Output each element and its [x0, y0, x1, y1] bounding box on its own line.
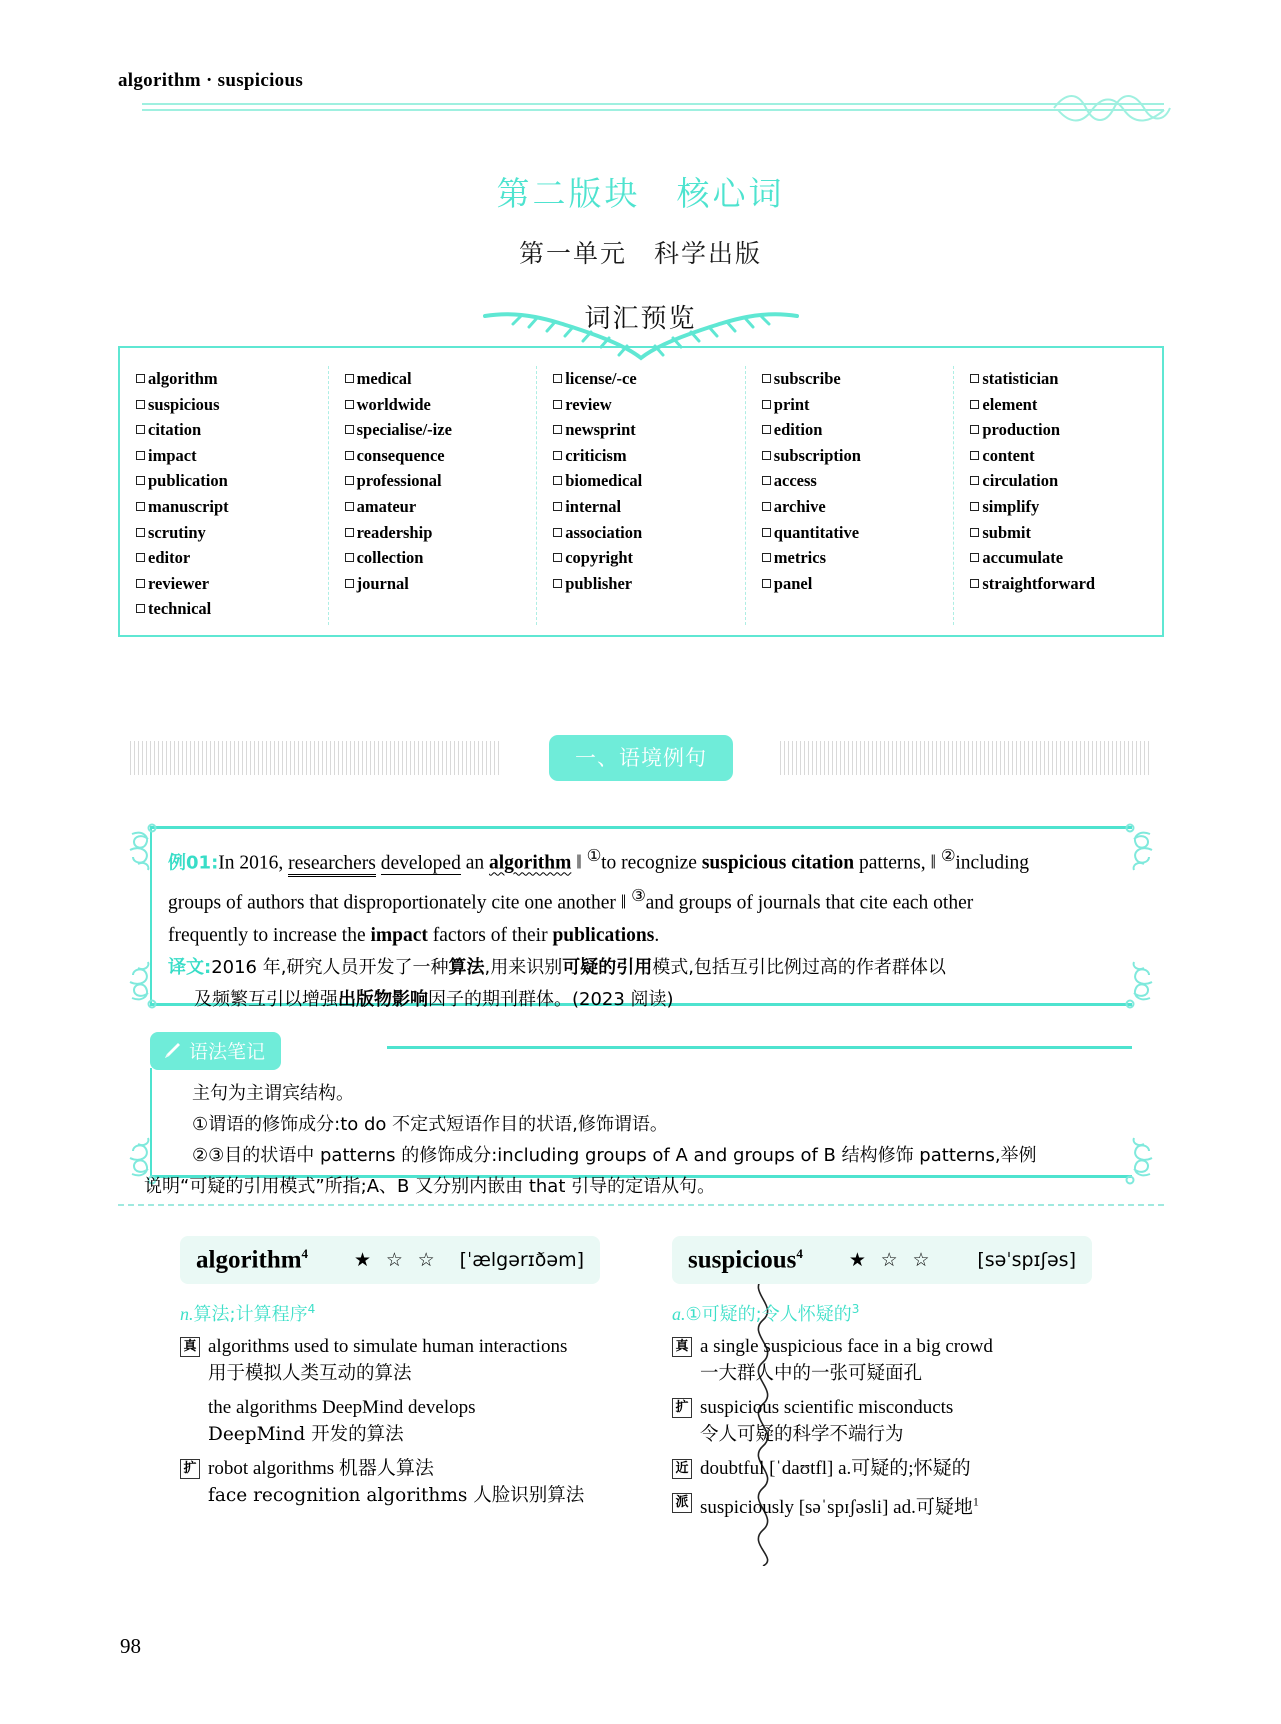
vocabulary-item-label: journal [356, 573, 409, 593]
checkbox-icon[interactable] [345, 425, 354, 434]
example-bar-1: ‖ [571, 852, 587, 874]
example-keyword-publications: publications [552, 925, 655, 946]
entry-example-text [208, 1333, 600, 1387]
dictionary-entries [118, 1236, 1164, 1596]
checkbox-icon[interactable] [553, 502, 562, 511]
translation-line2-c: 因子的期刊群体。(2023 阅读) [428, 989, 674, 1010]
example-text-an: an [465, 852, 489, 874]
entry-badge-icon: 真 [180, 1337, 200, 1357]
vocabulary-item-label: statistician [982, 369, 1059, 388]
entry-badge-icon: 真 [672, 1337, 692, 1357]
vocabulary-item[interactable] [136, 417, 328, 443]
entry-badge-placeholder [180, 1398, 200, 1418]
translation-keyword-keyi: 可疑的引用 [562, 957, 653, 978]
example-text-1: In 2016, [218, 852, 289, 874]
section-banner [130, 735, 1152, 781]
banner-hatch-left [130, 741, 502, 775]
vocabulary-item-label: specialise/-ize [356, 420, 452, 440]
vocabulary-column [746, 366, 955, 625]
vocabulary-item-label: algorithm [148, 369, 218, 388]
vocabulary-item[interactable] [136, 366, 328, 392]
checkbox-icon[interactable] [762, 425, 771, 434]
vocabulary-item[interactable] [553, 545, 745, 571]
checkbox-icon[interactable] [345, 476, 354, 485]
vocabulary-item[interactable] [553, 366, 745, 392]
entry-badge-icon: 近 [672, 1459, 692, 1479]
vocabulary-item-label: content [982, 445, 1035, 465]
entry-example-level: 1 [972, 1495, 979, 1509]
vocabulary-preview-box [118, 346, 1164, 637]
checkbox-icon[interactable] [553, 451, 562, 460]
vocabulary-item-label: biomedical [565, 471, 643, 491]
grammar-notes-box [122, 1032, 1160, 1197]
checkbox-icon[interactable] [762, 451, 771, 460]
entry-example-cn: DeepMind 开发的算法 [208, 1424, 404, 1445]
entry-pos-abbrev: a. [672, 1304, 686, 1324]
vocabulary-item-label: impact [148, 445, 197, 465]
example-marker-1: ① [586, 847, 602, 865]
translation-keyword-suanfa: 算法 [448, 957, 485, 978]
example-text-4: including [955, 852, 1030, 874]
checkbox-icon[interactable] [345, 528, 354, 537]
entry-example-row [180, 1394, 600, 1448]
checkbox-icon[interactable] [762, 528, 771, 537]
vocabulary-item[interactable] [345, 520, 537, 546]
entry-definition-text: ①可疑的;令人怀疑的 [685, 1304, 852, 1325]
vocabulary-item[interactable] [762, 494, 954, 520]
entry-phonetic: [səˈspɪʃəs] [977, 1249, 1076, 1271]
checkbox-icon[interactable] [762, 374, 771, 383]
entry-example-cn: 用于模拟人类互动的算法 [208, 1363, 412, 1384]
checkbox-icon[interactable] [970, 451, 979, 460]
entry-example-row [672, 1455, 1092, 1482]
vocabulary-column [120, 366, 329, 625]
vocabulary-item[interactable] [970, 417, 1162, 443]
entry-badge-icon: 派 [672, 1493, 692, 1513]
checkbox-icon[interactable] [136, 579, 145, 588]
vocabulary-item-label: medical [356, 369, 412, 388]
grammar-line-0: 主句为主谓宾结构。 [192, 1083, 354, 1104]
entry-example-text [700, 1394, 1092, 1448]
vocabulary-item-label: criticism [565, 445, 627, 465]
vocabulary-item-label: collection [356, 548, 424, 568]
vocabulary-item[interactable] [553, 443, 745, 469]
vocabulary-item[interactable] [345, 571, 537, 597]
header-rule-line-bottom [142, 109, 1164, 111]
vocabulary-item-label: circulation [982, 471, 1059, 491]
translation-line2-a: 及频繁互引以增强 [194, 989, 338, 1010]
vocabulary-item[interactable] [136, 392, 328, 418]
checkbox-icon[interactable] [970, 374, 979, 383]
vocabulary-item-label: copyright [565, 548, 634, 568]
checkbox-icon[interactable] [970, 425, 979, 434]
example-text-2: to recognize [601, 852, 702, 874]
vocabulary-item-label: accumulate [982, 548, 1064, 568]
checkbox-icon[interactable] [345, 400, 354, 409]
vocabulary-item[interactable] [136, 468, 328, 494]
vocabulary-column [329, 366, 538, 625]
checkbox-icon[interactable] [762, 502, 771, 511]
translation-tag: 译文 [168, 957, 204, 978]
vocabulary-item[interactable] [762, 417, 954, 443]
vocabulary-item-label: archive [773, 496, 826, 516]
entry-example-en: the algorithms DeepMind develops [208, 1397, 476, 1418]
vocabulary-item-label: worldwide [356, 394, 431, 414]
checkbox-icon[interactable] [970, 528, 979, 537]
entry-example-row [672, 1394, 1092, 1448]
vocabulary-item[interactable] [345, 366, 537, 392]
vocabulary-item-label: amateur [356, 496, 417, 516]
checkbox-icon[interactable] [136, 400, 145, 409]
entry-algorithm [180, 1236, 600, 1509]
entry-example-en: algorithms used to simulate human interactions [208, 1336, 568, 1357]
running-head: algorithm · suspicious [118, 70, 304, 91]
entry-example-text [700, 1455, 1092, 1482]
vocabulary-item[interactable] [136, 494, 328, 520]
example-underline-developed: developed [380, 852, 461, 874]
entry-example-en: doubtful [ˈdaʊtfl] a.可疑的;怀疑的 [700, 1458, 971, 1479]
vocabulary-item-label: scrutiny [148, 522, 206, 542]
grammar-line-1: ①谓语的修饰成分:to do 不定式短语作目的状语,修饰谓语。 [192, 1114, 668, 1135]
vocabulary-item[interactable] [345, 494, 537, 520]
example-text-3: patterns, [854, 852, 931, 874]
example-line-2 [168, 880, 1150, 920]
vocabulary-item-label: editor [148, 548, 191, 568]
checkbox-icon[interactable] [553, 425, 562, 434]
translation-text-a: 2016 年,研究人员开发了一种 [211, 957, 449, 978]
vocabulary-item[interactable] [136, 571, 328, 597]
checkbox-icon[interactable] [553, 400, 562, 409]
entry-badge-icon: 扩 [672, 1398, 692, 1418]
entry-word-level: 4 [796, 1245, 803, 1261]
vocabulary-item[interactable] [970, 366, 1162, 392]
vocabulary-item[interactable] [345, 545, 537, 571]
checkbox-icon[interactable] [762, 553, 771, 562]
vocabulary-item[interactable] [136, 545, 328, 571]
grammar-line-2: ②③目的状语中 patterns 的修饰成分:including groups of A and groups of B 结构修饰 patterns,举例 [192, 1145, 1037, 1166]
header-rule-line-top [142, 103, 1164, 105]
vocabulary-item-label: association [565, 522, 643, 542]
entry-example-text [208, 1455, 600, 1509]
banner-label: 一、语境例句 [549, 735, 733, 781]
translation-keyword-chubanwu: 出版物影响 [338, 989, 428, 1010]
vocabulary-item-label: professional [356, 471, 442, 491]
banner-hatch-right [780, 741, 1152, 775]
vocabulary-item-label: publisher [565, 573, 633, 593]
entry-definition-text: 算法;计算程序 [193, 1304, 308, 1325]
example-line2-a: groups of authors that disproportionately cite one another [168, 892, 621, 913]
example-marker-2: ② [940, 847, 956, 865]
checkbox-icon[interactable] [136, 553, 145, 562]
vocabulary-item-label: subscription [773, 445, 861, 465]
entry-example-row [180, 1333, 600, 1387]
entry-example-text [700, 1333, 1092, 1387]
vocabulary-item[interactable] [553, 392, 745, 418]
vocabulary-item-label: edition [773, 420, 823, 440]
vocabulary-item-label: access [773, 471, 817, 491]
vocabulary-item[interactable] [762, 392, 954, 418]
example-bar-2: ‖ [930, 852, 941, 874]
section-title: 第二版块 核心词 [496, 174, 785, 213]
checkbox-icon[interactable] [345, 502, 354, 511]
vocabulary-item-label: review [565, 394, 612, 414]
checkbox-icon[interactable] [345, 553, 354, 562]
entry-definition-level: 4 [307, 1302, 316, 1316]
checkbox-icon[interactable] [136, 502, 145, 511]
vocabulary-item[interactable] [762, 520, 954, 546]
vocabulary-item-label: internal [565, 496, 622, 516]
vocabulary-column [537, 366, 746, 625]
grammar-top-rule [387, 1046, 1132, 1049]
entry-header [672, 1236, 1092, 1284]
entry-word-level: 4 [301, 1245, 309, 1261]
vocabulary-item[interactable] [970, 494, 1162, 520]
example-line-1 [168, 840, 1150, 880]
vocabulary-item[interactable] [345, 443, 537, 469]
entry-example-en: suspicious scientific misconducts [700, 1397, 954, 1418]
vocabulary-item[interactable] [345, 392, 537, 418]
entry-example-en: suspiciously [səˈspɪʃəsli] ad.可疑地$^1$ [700, 1495, 979, 1519]
vocabulary-item-label: manuscript [148, 496, 229, 516]
vocabulary-item-label: straightforward [982, 573, 1096, 593]
vocabulary-item-label: print [773, 394, 810, 414]
corner-ornament-bottom-left-icon [122, 960, 166, 1012]
vocabulary-item[interactable] [762, 468, 954, 494]
vocabulary-item-label: submit [982, 522, 1031, 542]
vocabulary-item[interactable] [553, 494, 745, 520]
vocabulary-item[interactable] [762, 545, 954, 571]
vocabulary-item[interactable] [970, 545, 1162, 571]
vocabulary-item-label: production [982, 420, 1061, 440]
grammar-pill-label: 语法笔记 [189, 1041, 266, 1063]
checkbox-icon[interactable] [345, 451, 354, 460]
checkbox-icon[interactable] [762, 476, 771, 485]
vocabulary-item-label: newsprint [565, 420, 636, 440]
translation-text-e: 模式,包括互引比例过高的作者群体以 [652, 957, 946, 978]
vocabulary-item[interactable] [553, 468, 745, 494]
entry-example-row [180, 1455, 600, 1509]
page-number: 98 [120, 1634, 141, 1658]
section-divider [118, 1204, 1164, 1206]
example-line-3 [168, 919, 1150, 952]
entry-example-text [700, 1489, 1092, 1521]
translation-colon: : [204, 957, 212, 978]
checkbox-icon[interactable] [970, 553, 979, 562]
entry-star-rating: ★ ☆ ☆ [354, 1249, 440, 1271]
vocabulary-item-label: simplify [982, 496, 1040, 516]
translation-line-2 [168, 984, 1150, 1016]
header-flourish-icon [1052, 90, 1172, 126]
entry-example-cn: 一大群人中的一张可疑面孔 [700, 1363, 923, 1384]
preview-title: 词汇预览 [584, 304, 697, 334]
entry-example-row [672, 1333, 1092, 1387]
example-tag-colon: : [211, 852, 219, 874]
vocabulary-item[interactable] [970, 443, 1162, 469]
example-keyword-algorithm: algorithm [489, 852, 572, 874]
unit-title: 第一单元 科学出版 [518, 239, 762, 268]
example-keyword-impact: impact [370, 925, 428, 946]
vocabulary-item[interactable] [345, 468, 537, 494]
example-underline-researchers: researchers [288, 853, 376, 877]
entry-example-cn: face recognition algorithms 人脸识别算法 [208, 1485, 585, 1506]
entry-suspicious [672, 1236, 1092, 1521]
checkbox-icon[interactable] [345, 579, 354, 588]
vocabulary-item-label: element [982, 394, 1038, 414]
entry-word: suspicious$^4$ [688, 1245, 803, 1274]
entry-example-en: robot algorithms 机器人算法 [208, 1458, 434, 1479]
example-sentence-box [122, 826, 1160, 1010]
entry-definition-level: 3 [851, 1302, 860, 1316]
grammar-line-3: 说明“可疑的引用模式”所指;A、B 又分别内嵌由 that 引导的定语从句。 [144, 1176, 716, 1197]
checkbox-icon[interactable] [136, 451, 145, 460]
vocabulary-item[interactable] [553, 417, 745, 443]
vocabulary-item-label: license/-ce [565, 369, 637, 388]
vocabulary-item[interactable] [970, 571, 1162, 597]
example-body [168, 840, 1150, 1016]
checkbox-icon[interactable] [970, 476, 979, 485]
checkbox-icon[interactable] [136, 374, 145, 383]
example-line3-c: . [654, 925, 660, 946]
vocabulary-column [954, 366, 1162, 625]
grammar-notes-pill [150, 1032, 281, 1070]
entry-definition [672, 1300, 1092, 1326]
checkbox-icon[interactable] [970, 502, 979, 511]
vocabulary-item[interactable] [136, 596, 328, 622]
translation-line-1 [168, 952, 1150, 984]
checkbox-icon[interactable] [136, 528, 145, 537]
vocabulary-item-label: citation [148, 420, 202, 440]
example-space-1 [376, 853, 381, 874]
entry-pos-abbrev: n. [180, 1304, 194, 1324]
entry-phonetic: [ˈælgərɪðəm] [459, 1249, 584, 1271]
vocabulary-item-label: publication [148, 471, 228, 491]
translation-text-c: ,用来识别 [484, 957, 563, 978]
vocabulary-item-label: subscribe [773, 369, 841, 388]
example-top-rule [150, 826, 1132, 829]
vocabulary-item-label: reviewer [148, 573, 210, 593]
vocabulary-item[interactable] [762, 366, 954, 392]
vocabulary-item[interactable] [970, 468, 1162, 494]
entry-definition [180, 1300, 600, 1326]
vocabulary-item-label: consequence [356, 445, 445, 465]
example-line2-b: and groups of journals that cite each other [645, 892, 974, 913]
grammar-body [144, 1078, 1140, 1202]
vocabulary-item-label: metrics [773, 548, 826, 568]
checkbox-icon[interactable] [970, 579, 979, 588]
example-bar-3: ‖ [620, 892, 632, 913]
vocabulary-item-label: suspicious [148, 394, 220, 414]
checkbox-icon[interactable] [762, 579, 771, 588]
entry-example-text [208, 1394, 600, 1448]
entry-word: algorithm$^4$ [196, 1245, 309, 1274]
checkbox-icon[interactable] [136, 604, 145, 613]
vocabulary-item-label: quantitative [773, 522, 860, 542]
example-line3-a: frequently to increase the [168, 925, 371, 946]
checkbox-icon[interactable] [345, 374, 354, 383]
example-marker-3: ③ [631, 886, 646, 905]
vocabulary-item[interactable] [553, 520, 745, 546]
entry-header [180, 1236, 600, 1284]
vocabulary-item[interactable] [136, 520, 328, 546]
entry-example-row [672, 1489, 1092, 1521]
checkbox-icon[interactable] [553, 476, 562, 485]
entry-star-rating: ★ ☆ ☆ [848, 1249, 935, 1271]
entry-example-en: a single suspicious face in a big crowd [700, 1336, 993, 1357]
pen-icon [162, 1041, 182, 1061]
corner-ornament-top-left-icon [122, 820, 166, 872]
example-keyword-suspicious-citation: suspicious citation [701, 852, 855, 874]
vocabulary-item[interactable] [970, 392, 1162, 418]
header-rule [142, 103, 1164, 113]
checkbox-icon[interactable] [970, 400, 979, 409]
vocabulary-item-label: readership [356, 522, 433, 542]
checkbox-icon[interactable] [553, 553, 562, 562]
vocabulary-item[interactable] [762, 443, 954, 469]
vocabulary-item[interactable] [762, 571, 954, 597]
vocabulary-item-label: technical [148, 599, 212, 619]
entry-example-cn: 令人可疑的科学不端行为 [700, 1424, 904, 1445]
vocabulary-item[interactable] [345, 417, 537, 443]
checkbox-icon[interactable] [553, 579, 562, 588]
checkbox-icon[interactable] [553, 528, 562, 537]
checkbox-icon[interactable] [136, 425, 145, 434]
vocabulary-item[interactable] [970, 520, 1162, 546]
checkbox-icon[interactable] [136, 476, 145, 485]
vocabulary-item[interactable] [553, 571, 745, 597]
example-line3-b: factors of their [427, 925, 553, 946]
checkbox-icon[interactable] [762, 400, 771, 409]
entry-badge-icon: 扩 [180, 1459, 200, 1479]
vocabulary-item-label: panel [773, 573, 813, 593]
checkbox-icon[interactable] [553, 374, 562, 383]
example-tag: 例01 [168, 852, 212, 874]
vocabulary-item[interactable] [136, 443, 328, 469]
